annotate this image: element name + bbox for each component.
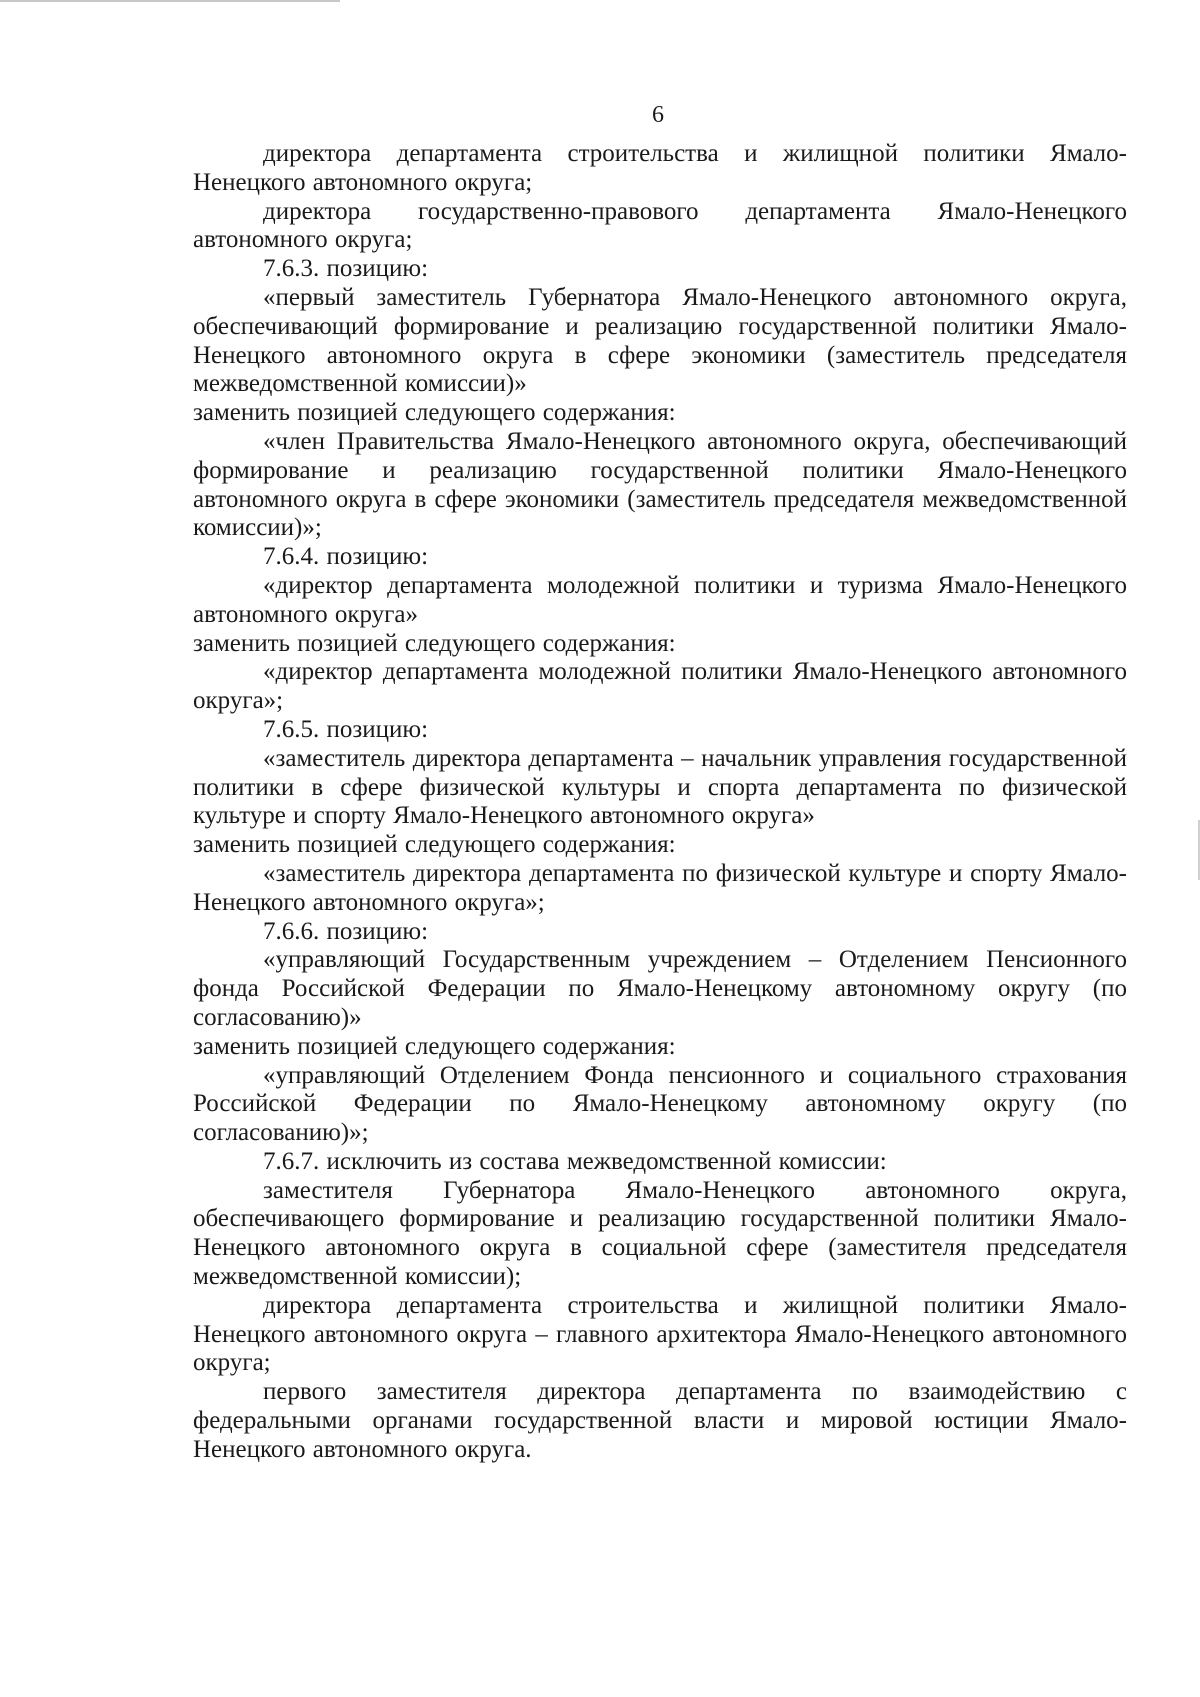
paragraph: заместителя Губернатора Ямало-Ненецкого автономного округа, обеспечивающего формирование и реализацию государственной политики Ямало-Ненецкого автономного округа в социальной сфере (заместителя председателя межведомственной комиссии); <box>193 1176 1127 1291</box>
paragraph: директора государственно-правового департамента Ямало-Ненецкого автономного округа; <box>193 197 1127 254</box>
paragraph: директора департамента строительства и жилищной политики Ямало-Ненецкого автономного округа; <box>193 140 1127 196</box>
paragraph: 7.6.5. позицию: <box>263 715 429 743</box>
scan-edge-top <box>0 0 340 2</box>
paragraph: первого заместителя директора департамента по взаимодействию с федеральными органами государственной власти и мировой юстиции Ямало-Ненецкого автономного округа. <box>193 1378 1127 1463</box>
paragraph: 7.6.7. исключить из состава межведомственной комиссии: <box>263 1147 887 1175</box>
paragraph: «директор департамента молодежной политики и туризма Ямало-Ненецкого автономного округа» <box>193 571 1127 628</box>
paragraph: 7.6.4. позицию: <box>263 543 429 571</box>
paragraph: «первый заместитель Губернатора Ямало-Ненецкого автономного округа, обеспечивающий формирование и реализацию государственной политики Ямало-Ненецкого автономного округа в сфере экономики (заместитель председателя межведомственной комиссии)» <box>193 283 1127 398</box>
paragraph: 7.6.3. позицию: <box>263 255 429 283</box>
paragraph: «директор департамента молодежной политики Ямало-Ненецкого автономного округа»; <box>193 658 1127 715</box>
paragraph: «заместитель директора департамента по физической культуре и спорту Ямало-Ненецкого автономного округа»; <box>193 859 1127 916</box>
paragraph: заменить позицией следующего содержания: <box>193 629 676 657</box>
page-number: 6 <box>652 102 664 128</box>
paragraph: «управляющий Государственным учреждением – Отделением Пенсионного фонда Российской Федерации по Ямало-Ненецкому автономному округу (по согласованию)» <box>193 946 1127 1031</box>
paragraph: «управляющий Отделением Фонда пенсионного и социального страхования Российской Федерации по Ямало-Ненецкому автономному округу (по согласованию)»; <box>193 1061 1127 1147</box>
paragraph: заменить позицией следующего содержания: <box>193 831 676 859</box>
paragraph: «член Правительства Ямало-Ненецкого автономного округа, обеспечивающий формирование и реализацию государственной политики Ямало-Ненецкого автономного округа в сфере экономики (заместитель председателя межведомственной комиссии)»; <box>193 427 1127 542</box>
document-body <box>193 140 1127 1465</box>
paragraph: «заместитель директора департамента – начальник управления государственной политики в сфере физической культуры и спорта департамента по физической культуре и спорту Ямало-Ненецкого автономного округа» <box>193 744 1127 830</box>
paragraph: 7.6.6. позицию: <box>263 917 429 945</box>
paragraph: заменить позицией следующего содержания: <box>193 399 676 427</box>
paragraph: заменить позицией следующего содержания: <box>193 1032 676 1060</box>
paragraph: директора департамента строительства и жилищной политики Ямало-Ненецкого автономного округа – главного архитектора Ямало-Ненецкого автономного округа; <box>193 1291 1127 1377</box>
